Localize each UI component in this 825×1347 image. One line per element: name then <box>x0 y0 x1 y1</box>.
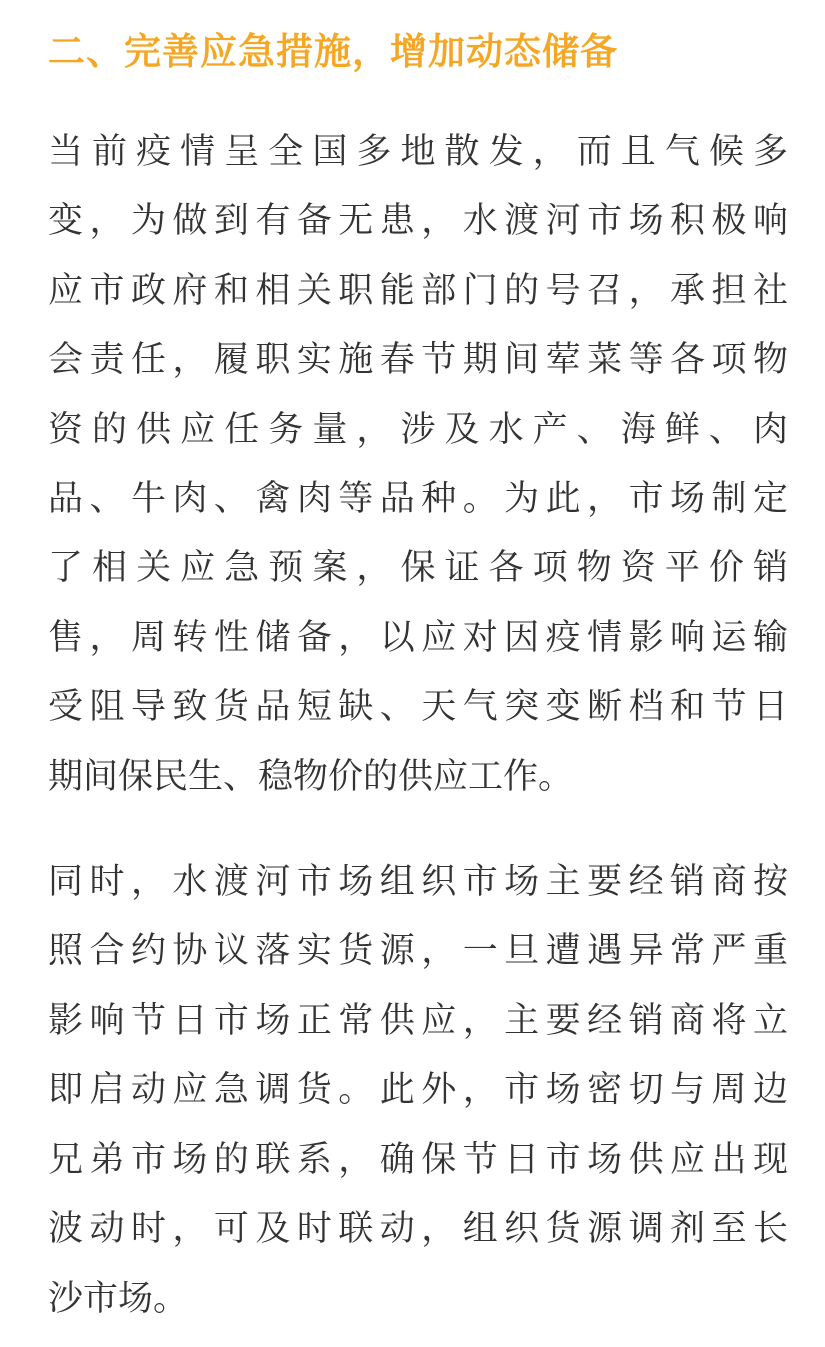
text-line: 照合约协议落实货源，一旦遭遇异常严重 <box>48 931 788 972</box>
text-line: 即启动应急调货。此外，市场密切与周边 <box>48 1070 788 1111</box>
text-line: 应市政府和相关职能部门的号召，承担社 <box>48 270 788 311</box>
article-body <box>48 22 788 1334</box>
text-line: 当前疫情呈全国多地散发，而且气候多 <box>48 132 788 172</box>
paragraph-1 <box>48 118 788 812</box>
text-line: 了相关应急预案，保证各项物资平价销 <box>48 548 788 589</box>
text-line: 沙市场。 <box>48 1278 189 1319</box>
text-line: 品、牛肉、禽肉等品种。为此，市场制定 <box>48 479 788 520</box>
text-line: 资的供应任务量，涉及水产、海鲜、肉 <box>48 409 788 450</box>
text-line: 受阻导致货品短缺、天气突变断档和节日 <box>48 687 788 728</box>
section-heading: 二、完善应急措施，增加动态储备 <box>48 30 618 73</box>
text-line: 同时，水渡河市场组织市场主要经销商按 <box>48 862 788 903</box>
text-line: 变，为做到有备无患，水渡河市场积极响 <box>48 201 788 242</box>
text-line: 影响节日市场正常供应，主要经销商将立 <box>48 1000 788 1041</box>
text-line: 波动时，可及时联动，组织货源调剂至长 <box>48 1209 788 1250</box>
text-line: 售，周转性储备，以应对因疫情影响运输 <box>48 617 788 658</box>
text-line: 兄弟市场的联系，确保节日市场供应出现 <box>48 1139 788 1180</box>
text-line: 期间保民生、稳物价的供应工作。 <box>48 756 574 797</box>
paragraph-2 <box>48 848 788 1334</box>
text-line: 会责任，履职实施春节期间荤菜等各项物 <box>48 340 788 381</box>
